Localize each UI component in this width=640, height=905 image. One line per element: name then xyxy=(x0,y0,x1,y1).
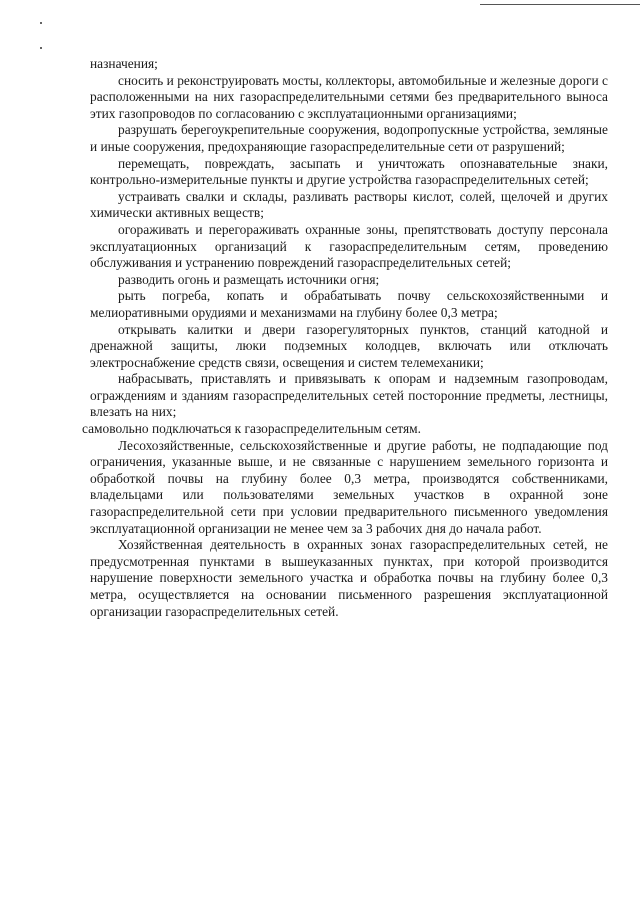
body-text xyxy=(82,56,608,620)
paragraph-bridges: сносить и реконструировать мосты, коллекторы, автомобильные и железные дороги с расположенными на них газораспределительными сетями без предварительного выноса этих газопроводов по согласованию с эксплуатационными организациями; xyxy=(90,72,608,121)
header-rule xyxy=(480,4,640,5)
paragraph-gates: открывать калитки и двери газорегуляторных пунктов, станций катодной и дренажной защиты, люки подземных колодцев, включать или отключать электроснабжение средств связи, освещения и систем телемеханики; xyxy=(90,321,608,370)
paragraph-connection: самовольно подключаться к газораспределительным сетям. xyxy=(82,421,421,437)
paragraph-economic-activity: Хозяйственная деятельность в охранных зонах газораспределительных сетей, не предусмотренная пунктами в вышеуказанных пунктах, при которой производится нарушение поверхности земельного участка и обработка почвы на глубину более 0,3 метра, осуществляется на основании письменного разрешения эксплуатационной организации газораспределительных сетей. xyxy=(90,537,608,619)
paragraph-forestry-works: Лесохозяйственные, сельскохозяйственные и другие работы, не подпадающие под ограничения, указанные выше, и не связанные с нарушением земельного горизонта и обработкой почвы на глубину более 0,3 метра, производятся собственниками, владельцами или пользователями земельных участков в охранной зоне газораспределительной сети при условии предварительного письменного уведомления эксплуатационной организации не менее чем за 3 рабочих дня до начала работ. xyxy=(90,437,608,536)
paragraph-fencing: огораживать и перегораживать охранные зоны, препятствовать доступу персонала эксплуатационных организаций к газораспределительным сетям, проведению обслуживания и устранению повреждений газораспределительных сетей; xyxy=(90,221,608,271)
paragraph-purpose: назначения; xyxy=(90,56,158,71)
paragraph-fire: разводить огонь и размещать источники огня; xyxy=(118,271,380,287)
scan-speck xyxy=(40,47,42,49)
paragraph-signs: перемещать, повреждать, засыпать и уничтожать опознавательные знаки, контрольно-измерительные пункты и другие устройства газораспределительных сетей; xyxy=(90,155,608,188)
scan-speck xyxy=(40,22,42,24)
paragraph-digging: рыть погреба, копать и обрабатывать почву сельскохозяйственными и мелиоративными орудиями и механизмами на глубину более 0,3 метра; xyxy=(90,288,608,320)
paragraph-dumps: устраивать свалки и склады, разливать растворы кислот, солей, щелочей и других химически активных веществ; xyxy=(90,188,608,221)
paragraph-bank-structures: разрушать берегоукрепительные сооружения, водопропускные устройства, земляные и иные сооружения, предохраняющие газораспределительные сети от разрушений; xyxy=(90,122,608,154)
paragraph-objects: набрасывать, приставлять и привязывать к опорам и надземным газопроводам, ограждениям и зданиям газораспределительных сетей посторонние предметы, лестницы, влезать на них; xyxy=(90,371,608,420)
